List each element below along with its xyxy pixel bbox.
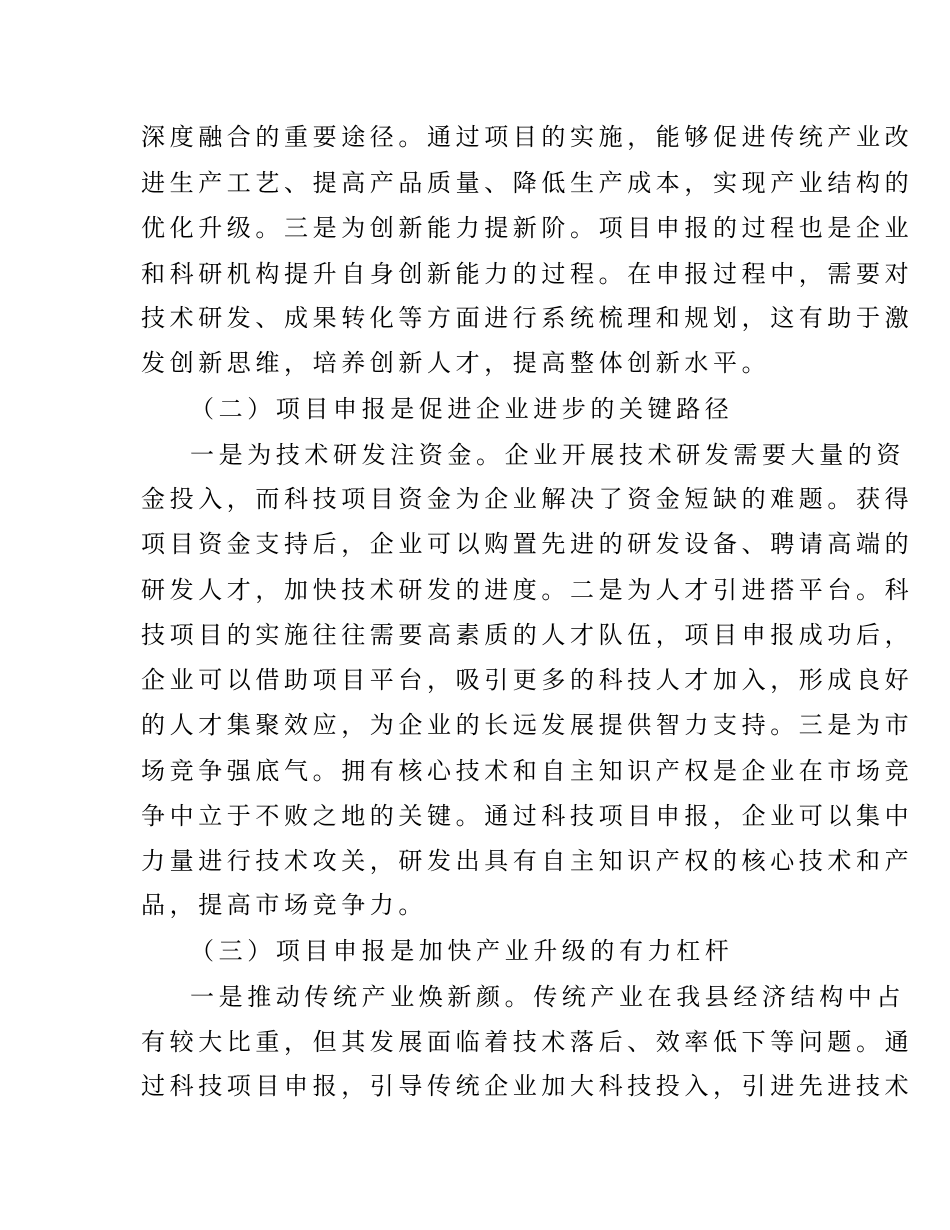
paragraph-line: 有较大比重，但其发展面临着技术落后、效率低下等问题。通	[141, 1028, 914, 1056]
paragraph-line: 过科技项目申报，引导传统企业加大科技投入，引进先进技术	[141, 1072, 914, 1100]
paragraph-line: 品，提高市场竞争力。	[141, 891, 427, 919]
paragraph-line: 力量进行技术攻关，研发出具有自主知识产权的核心技术和产	[141, 847, 914, 875]
section-heading: （二）项目申报是促进企业进步的关键路径	[190, 395, 734, 423]
paragraph-line: 一是为技术研发注资金。企业开展技术研发需要大量的资	[190, 441, 905, 469]
paragraph-line: 一是推动传统产业焕新颜。传统产业在我县经济结构中占	[190, 983, 905, 1011]
paragraph-line: 优化升级。三是为创新能力提新阶。项目申报的过程也是企业	[141, 214, 914, 242]
paragraph-line: 技术研发、成果转化等方面进行系统梳理和规划，这有助于激	[141, 304, 914, 332]
paragraph-line: 项目资金支持后，企业可以购置先进的研发设备、聘请高端的	[141, 530, 914, 558]
paragraph-line: 发创新思维，培养创新人才，提高整体创新水平。	[141, 349, 771, 377]
paragraph-line: 技项目的实施往往需要高素质的人才队伍，项目申报成功后，	[141, 621, 914, 649]
paragraph-line: 的人才集聚效应，为企业的长远发展提供智力支持。三是为市	[141, 711, 914, 739]
paragraph-line: 进生产工艺、提高产品质量、降低生产成本，实现产业结构的	[141, 169, 914, 197]
paragraph-line: 研发人才，加快技术研发的进度。二是为人才引进搭平台。科	[141, 576, 914, 604]
paragraph-line: 企业可以借助项目平台，吸引更多的科技人才加入，形成良好	[141, 666, 914, 694]
paragraph-line: 和科研机构提升自身创新能力的过程。在申报过程中，需要对	[141, 260, 914, 288]
paragraph-line: 深度融合的重要途径。通过项目的实施，能够促进传统产业改	[141, 123, 914, 151]
paragraph-line: 场竞争强底气。拥有核心技术和自主知识产权是企业在市场竞	[141, 757, 914, 785]
paragraph-line: 争中立于不败之地的关键。通过科技项目申报，企业可以集中	[141, 802, 914, 830]
paragraph-line: 金投入，而科技项目资金为企业解决了资金短缺的难题。获得	[141, 485, 914, 513]
section-heading: （三）项目申报是加快产业升级的有力杠杆	[190, 937, 734, 965]
